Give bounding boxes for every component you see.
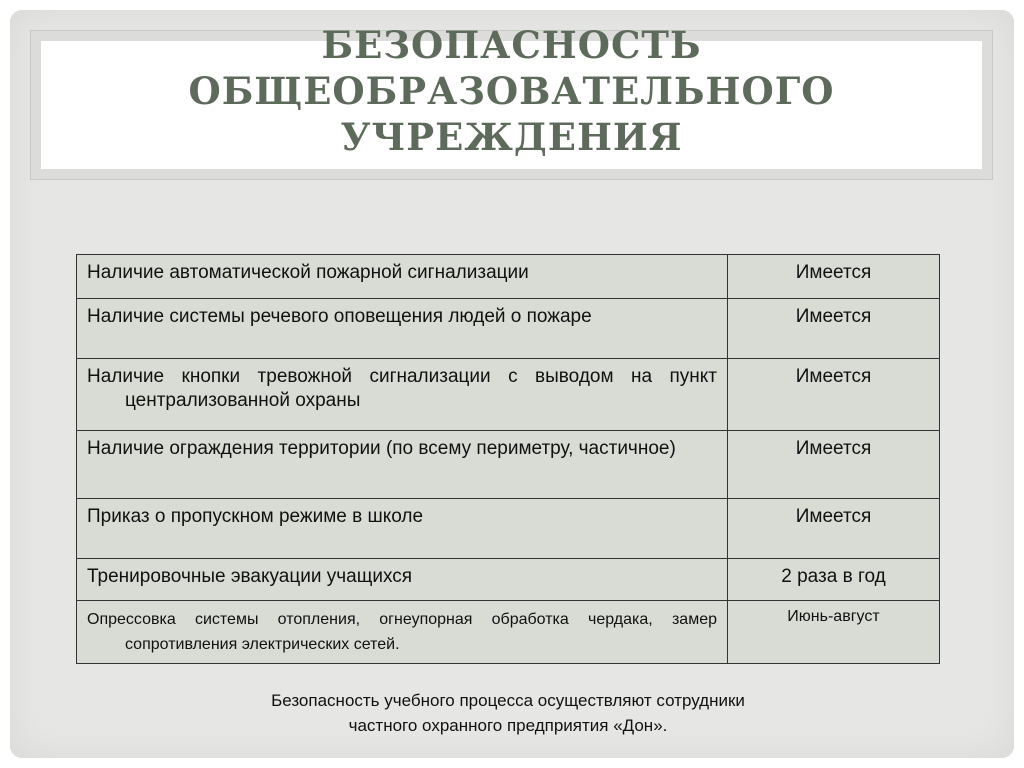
row-item-cell xyxy=(77,559,728,601)
row-status-cell: Имеется xyxy=(728,359,940,431)
footer-note xyxy=(0,688,1016,738)
row-item-text: Приказ о пропускном режиме в школе xyxy=(87,506,424,527)
title-line-3: УЧРЕЖДЕНИЯ xyxy=(340,115,683,159)
footer-line-2: частного охранного предприятия «Дон». xyxy=(348,716,668,735)
table-row xyxy=(77,359,940,431)
table-row xyxy=(77,559,940,601)
row-status-cell: Имеется xyxy=(728,431,940,499)
table-row xyxy=(77,431,940,499)
row-item-cell xyxy=(77,299,728,359)
title-line-2: ОБЩЕОБРАЗОВАТЕЛЬНОГО xyxy=(188,69,835,113)
row-status-cell: Имеется xyxy=(728,499,940,559)
table-row xyxy=(77,299,940,359)
row-status-cell: Имеется xyxy=(728,255,940,299)
row-item-text: Наличие кнопки тревожной сигнализации с выводом на пункт централизованной охраны xyxy=(87,366,717,411)
table-row xyxy=(77,255,940,299)
row-item-cell xyxy=(77,255,728,299)
row-item-text: Опрессовка системы отопления, огнеупорная обработка чердака, замер сопротивления электрических сетей. xyxy=(87,611,717,653)
row-item-text: Наличие ограждения территории (по всему периметру, частичное) xyxy=(87,438,676,459)
page-title xyxy=(30,22,993,160)
row-item-cell xyxy=(77,601,728,664)
footer-line-1: Безопасность учебного процесса осуществляют сотрудники xyxy=(271,691,745,710)
title-line-1: БЕЗОПАСНОСТЬ xyxy=(321,23,702,67)
row-item-cell xyxy=(77,431,728,499)
row-status-cell: 2 раза в год xyxy=(728,559,940,601)
table-row xyxy=(77,499,940,559)
row-item-text: Наличие системы речевого оповещения людей о пожаре xyxy=(87,306,592,327)
table-row xyxy=(77,601,940,664)
row-item-cell xyxy=(77,499,728,559)
row-item-text: Тренировочные эвакуации учащихся xyxy=(87,566,413,587)
row-status-cell: Июнь-август xyxy=(728,601,940,664)
row-status-cell: Имеется xyxy=(728,299,940,359)
safety-table xyxy=(76,254,940,664)
row-item-text: Наличие автоматической пожарной сигнализации xyxy=(87,262,529,283)
row-item-cell xyxy=(77,359,728,431)
